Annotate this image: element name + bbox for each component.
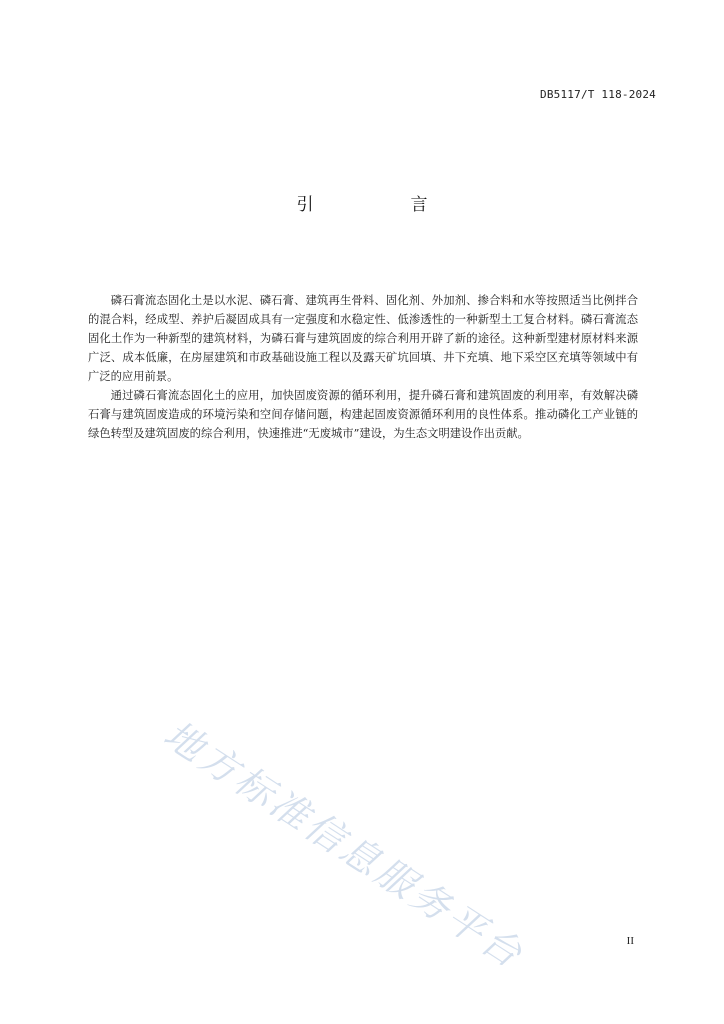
- paragraph-2: 通过磷石膏流态固化土的应用，加快固废资源的循环利用，提升磷石膏和建筑固废的利用率，有效解决磷石膏与建筑固废造成的环境污染和空间存储问题，构建起固废资源循环利用的良性体系。推动磷化工产业链的绿色转型及建筑固废的综合利用，快速推进“无废城市”建设，为生态文明建设作出贡献。: [88, 389, 638, 440]
- document-code: DB5117/T 118-2024: [540, 88, 656, 101]
- body-text: [88, 291, 638, 443]
- page-number: II: [626, 935, 634, 947]
- watermark: 地方标准信息服务平台: [156, 711, 533, 978]
- paragraph-1: 磷石膏流态固化土是以水泥、磷石膏、建筑再生骨料、固化剂、外加剂、掺合料和水等按照适当比例拌合的混合料，经成型、养护后凝固成具有一定强度和水稳定性、低渗透性的一种新型土工复合材料。磷石膏流态固化土作为一种新型的建筑材料，为磷石膏与建筑固废的综合利用开辟了新的途径。这种新型建材原材料来源广泛、成本低廉，在房屋建筑和市政基础设施工程以及露天矿坑回填、井下充填、地下采空区充填等领域中有广泛的应用前景。: [88, 294, 638, 383]
- section-title: 引 言: [296, 195, 468, 215]
